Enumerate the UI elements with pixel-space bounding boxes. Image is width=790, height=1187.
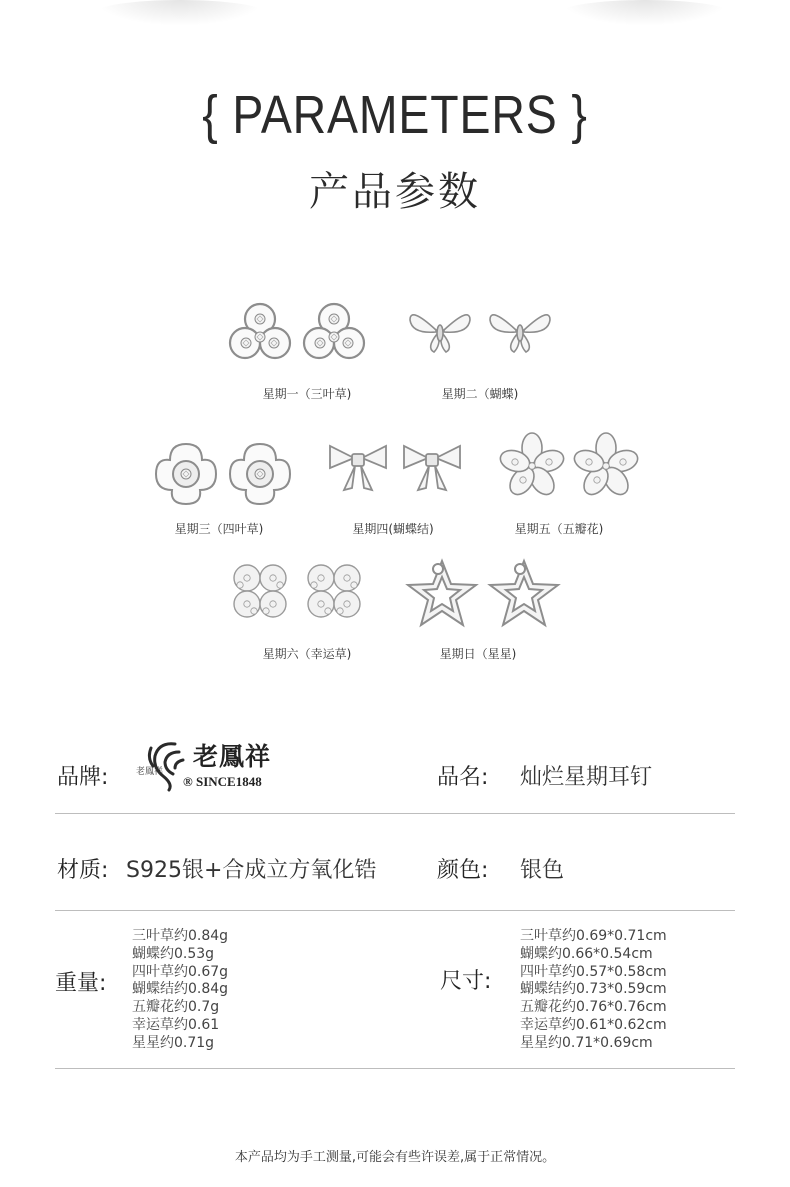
size-item: 蝴蝶约0.66*0.54cm [520,945,653,962]
divider-2 [55,910,735,911]
logo-chinese-text: 老鳳祥 [193,742,272,771]
star-earrings [400,553,566,633]
caption-friday: 星期五（五瓣花) [514,522,604,536]
caption-monday: 星期一（三叶草) [262,387,352,401]
weight-item: 四叶草约0.67g [132,963,229,980]
weight-item: 蝴蝶约0.53g [132,945,215,962]
size-item: 星星约0.71*0.69cm [520,1034,653,1051]
size-item: 幸运草约0.61*0.62cm [520,1016,667,1033]
color-label: 颜色: [437,858,489,883]
weight-list [132,928,228,1053]
weight-item: 星星约0.71g [132,1034,215,1051]
parameters-title: { PARAMETERS } [202,85,588,145]
top-shadow-left [95,0,265,26]
caption-wednesday: 星期三（四叶草) [174,522,264,536]
size-item: 五瓣花约0.76*0.76cm [520,999,667,1016]
size-list [520,928,667,1053]
four-leaf-clover-earrings [148,438,298,512]
five-petal-flower-earrings [494,428,644,504]
weight-item: 三叶草约0.84g [132,928,229,944]
bow-earrings [322,436,472,498]
butterfly-earrings [400,296,560,366]
material-label: 材质: [57,858,109,883]
material-value: S925银+合成立方氧化锆 [126,858,377,883]
product-name-label: 品名: [437,765,489,790]
caption-sunday: 星期日（星星) [439,647,517,661]
caption-saturday: 星期六（幸运草) [262,647,352,661]
size-item: 蝴蝶结约0.73*0.59cm [520,981,667,998]
caption-thursday: 星期四(蝴蝶结) [352,522,434,536]
size-label: 尺寸: [440,969,492,994]
clover-three-leaf-earrings [222,293,372,375]
weight-item: 蝴蝶结约0.84g [132,981,229,998]
divider-1 [55,813,735,814]
size-item: 四叶草约0.57*0.58cm [520,963,667,980]
weight-item: 幸运草约0.61 [132,1016,220,1033]
parameters-subtitle: 产品参数 [309,169,481,215]
top-shadow-right [560,0,730,26]
color-value: 银色 [520,858,565,883]
weight-label: 重量: [55,971,107,996]
weight-item: 五瓣花约0.7g [132,999,220,1016]
footnote: 本产品均为手工测量,可能会有些许误差,属于正常情况。 [234,1150,556,1165]
logo-small-text: 老鳳祥 [136,767,164,777]
logo-since-text: ® SINCE1848 [183,774,262,789]
divider-3 [55,1068,735,1069]
lucky-clover-earrings [222,553,372,633]
caption-tuesday: 星期二（蝴蝶) [441,387,519,401]
product-name-value: 灿烂星期耳钉 [520,765,653,790]
size-item: 三叶草约0.69*0.71cm [520,928,667,944]
brand-label: 品牌: [57,765,109,790]
